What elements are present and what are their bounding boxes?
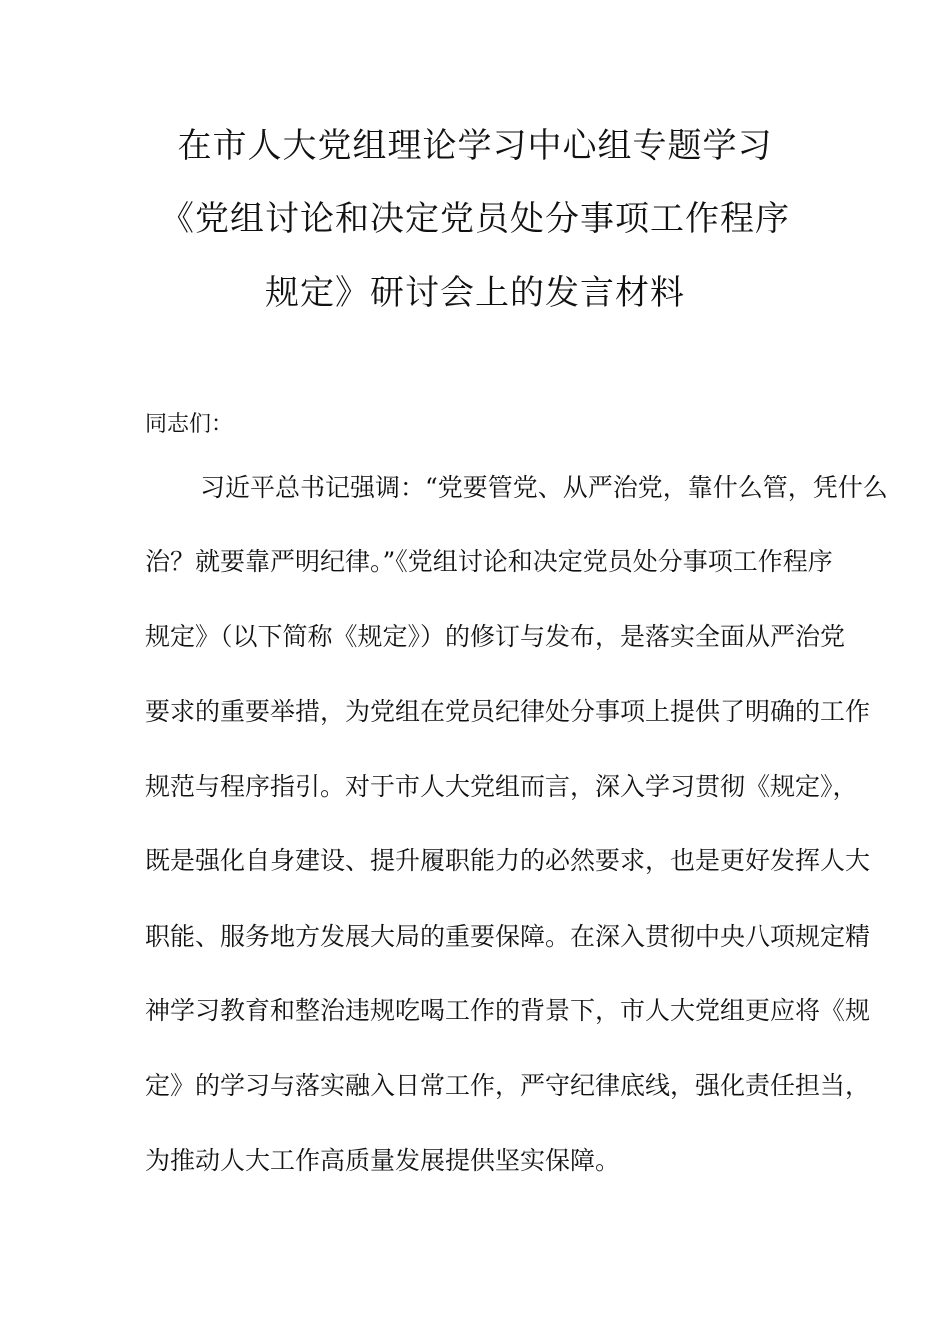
paragraph-line: 为推动人大工作高质量发展提供坚实保障。	[145, 1146, 621, 1175]
salutation: 同志们：	[145, 412, 234, 437]
paragraph-line: 治？就要靠严明纪律。”《党组讨论和决定党员处分事项工作程序	[145, 547, 833, 576]
paragraph-line: 习近平总书记强调：“党要管党、从严治党，靠什么管，凭什么	[200, 473, 888, 502]
paragraph-line: 神学习教育和整治违规吃喝工作的背景下，市人大党组更应将《规	[145, 996, 871, 1025]
paragraph-line: 职能、服务地方发展大局的重要保障。在深入贯彻中央八项规定精	[145, 922, 871, 951]
paragraph-line: 既是强化自身建设、提升履职能力的必然要求，也是更好发挥人大	[145, 846, 871, 875]
paragraph-line: 规定》（以下简称《规定》）的修订与发布，是落实全面从严治党	[145, 622, 846, 651]
paragraph-line: 定》的学习与落实融入日常工作，严守纪律底线，强化责任担当，	[145, 1071, 871, 1100]
paragraph-line: 规范与程序指引。对于市人大党组而言，深入学习贯彻《规定》，	[145, 772, 858, 801]
title-line-3: 规定》研讨会上的发言材料	[265, 273, 685, 313]
title-line-2: 《党组讨论和决定党员处分事项工作程序	[160, 199, 790, 239]
paragraph-line: 要求的重要举措，为党组在党员纪律处分事项上提供了明确的工作	[145, 697, 871, 726]
title-line-1: 在市人大党组理论学习中心组专题学习	[177, 126, 773, 166]
